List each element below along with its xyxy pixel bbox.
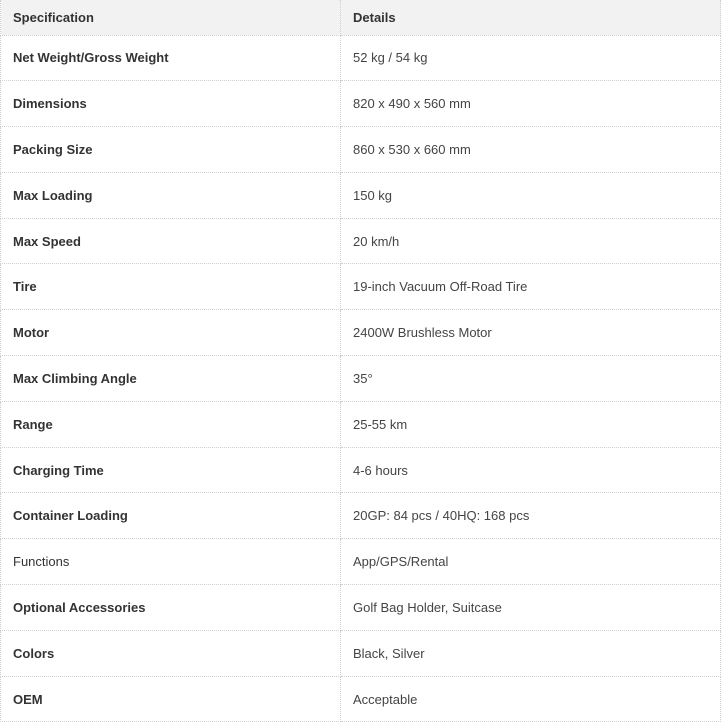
table-row: [1, 676, 721, 722]
table-row: [1, 539, 721, 585]
header-specification: Specification: [1, 0, 341, 35]
table-row: [1, 81, 721, 127]
spec-value: Black, Silver: [341, 630, 721, 676]
spec-label: Max Speed: [1, 218, 341, 264]
spec-value: 20GP: 84 pcs / 40HQ: 168 pcs: [341, 493, 721, 539]
table-row: [1, 356, 721, 402]
spec-label: Charging Time: [1, 447, 341, 493]
spec-value: Golf Bag Holder, Suitcase: [341, 585, 721, 631]
table-row: [1, 585, 721, 631]
spec-label: Functions: [1, 539, 341, 585]
spec-value: 20 km/h: [341, 218, 721, 264]
table-row: [1, 35, 721, 81]
spec-label: Range: [1, 401, 341, 447]
table-row: [1, 218, 721, 264]
spec-label: Max Climbing Angle: [1, 356, 341, 402]
spec-value: App/GPS/Rental: [341, 539, 721, 585]
spec-label: Motor: [1, 310, 341, 356]
spec-label: Packing Size: [1, 127, 341, 173]
spec-value: 35°: [341, 356, 721, 402]
table-row: [1, 172, 721, 218]
spec-label: Container Loading: [1, 493, 341, 539]
spec-value: 2400W Brushless Motor: [341, 310, 721, 356]
spec-label: Net Weight/Gross Weight: [1, 35, 341, 81]
spec-value: 4-6 hours: [341, 447, 721, 493]
spec-value: 150 kg: [341, 172, 721, 218]
table-row: [1, 264, 721, 310]
spec-label: Max Loading: [1, 172, 341, 218]
table-row: [1, 493, 721, 539]
table-row: [1, 630, 721, 676]
header-details: Details: [341, 0, 721, 35]
table-header-row: [1, 0, 721, 35]
spec-label: Dimensions: [1, 81, 341, 127]
spec-value: 19-inch Vacuum Off-Road Tire: [341, 264, 721, 310]
spec-value: 820 x 490 x 560 mm: [341, 81, 721, 127]
spec-label: Tire: [1, 264, 341, 310]
table-row: [1, 310, 721, 356]
spec-value: Acceptable: [341, 676, 721, 722]
spec-label: Optional Accessories: [1, 585, 341, 631]
spec-label: Colors: [1, 630, 341, 676]
table-row: [1, 447, 721, 493]
spec-value: 25-55 km: [341, 401, 721, 447]
spec-value: 860 x 530 x 660 mm: [341, 127, 721, 173]
spec-value: 52 kg / 54 kg: [341, 35, 721, 81]
spec-label: OEM: [1, 676, 341, 722]
table-row: [1, 401, 721, 447]
table-row: [1, 127, 721, 173]
